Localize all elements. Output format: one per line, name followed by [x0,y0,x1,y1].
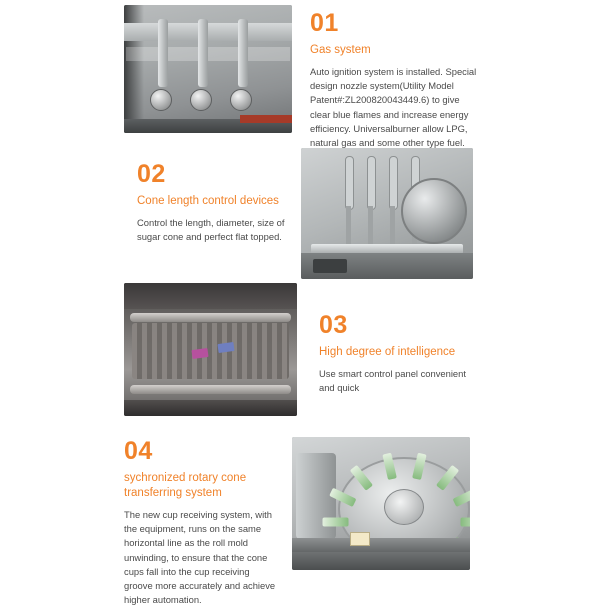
feature-body-03: Use smart control panel convenient and quick [319,368,466,394]
feature-heading-03: High degree of intelligence [319,346,456,358]
cone-cup [453,488,470,507]
feature-number-03: 03 [319,311,348,339]
feature-text-02 [137,148,301,279]
cone-cup [436,464,459,490]
baking-plate-photo [124,283,297,416]
feature-heading-02: Cone length control devices [137,195,279,207]
rotary-cone-transfer-photo [292,437,470,570]
feature-body-02: Control the length, diameter, size of sugar cone and perfect flat topped. [137,217,285,243]
cone-cup [382,453,397,480]
feature-number-02: 02 [137,160,166,188]
feature-heading-04: sychronized rotary cone transferring system [124,472,247,499]
feature-block-01 [124,5,482,150]
cone-cup [461,518,471,527]
cone-cup [350,464,373,490]
feature-number-04: 04 [124,437,153,465]
feature-body-04: The new cup receiving system, with the equipment, runs on the same horizontal line as the roll mold unwinding, to ensure that the cone cups fall into the cup receiving groove more accurately and achieve higher automation. [124,509,276,606]
cone-cup [413,453,428,480]
cone-cup [323,518,349,527]
feature-heading-01: Gas system [310,44,371,56]
feature-body-01: Auto ignition system is installed. Special design nozzle system(Utility Model Patent#:ZL200820043449.6) to give clear blue flames and increase energy efficiency. Universalburner allow LPG, natural gas and some other type fuel. [310,66,477,149]
feature-text-03 [319,283,471,416]
cone-length-control-photo [301,148,473,279]
feature-block-02 [137,148,473,279]
gas-burner-photo [124,5,292,133]
feature-text-04 [124,437,292,607]
feature-block-03 [124,283,471,416]
feature-number-01: 01 [310,9,339,37]
feature-text-01 [310,5,482,150]
feature-block-04 [124,437,470,607]
